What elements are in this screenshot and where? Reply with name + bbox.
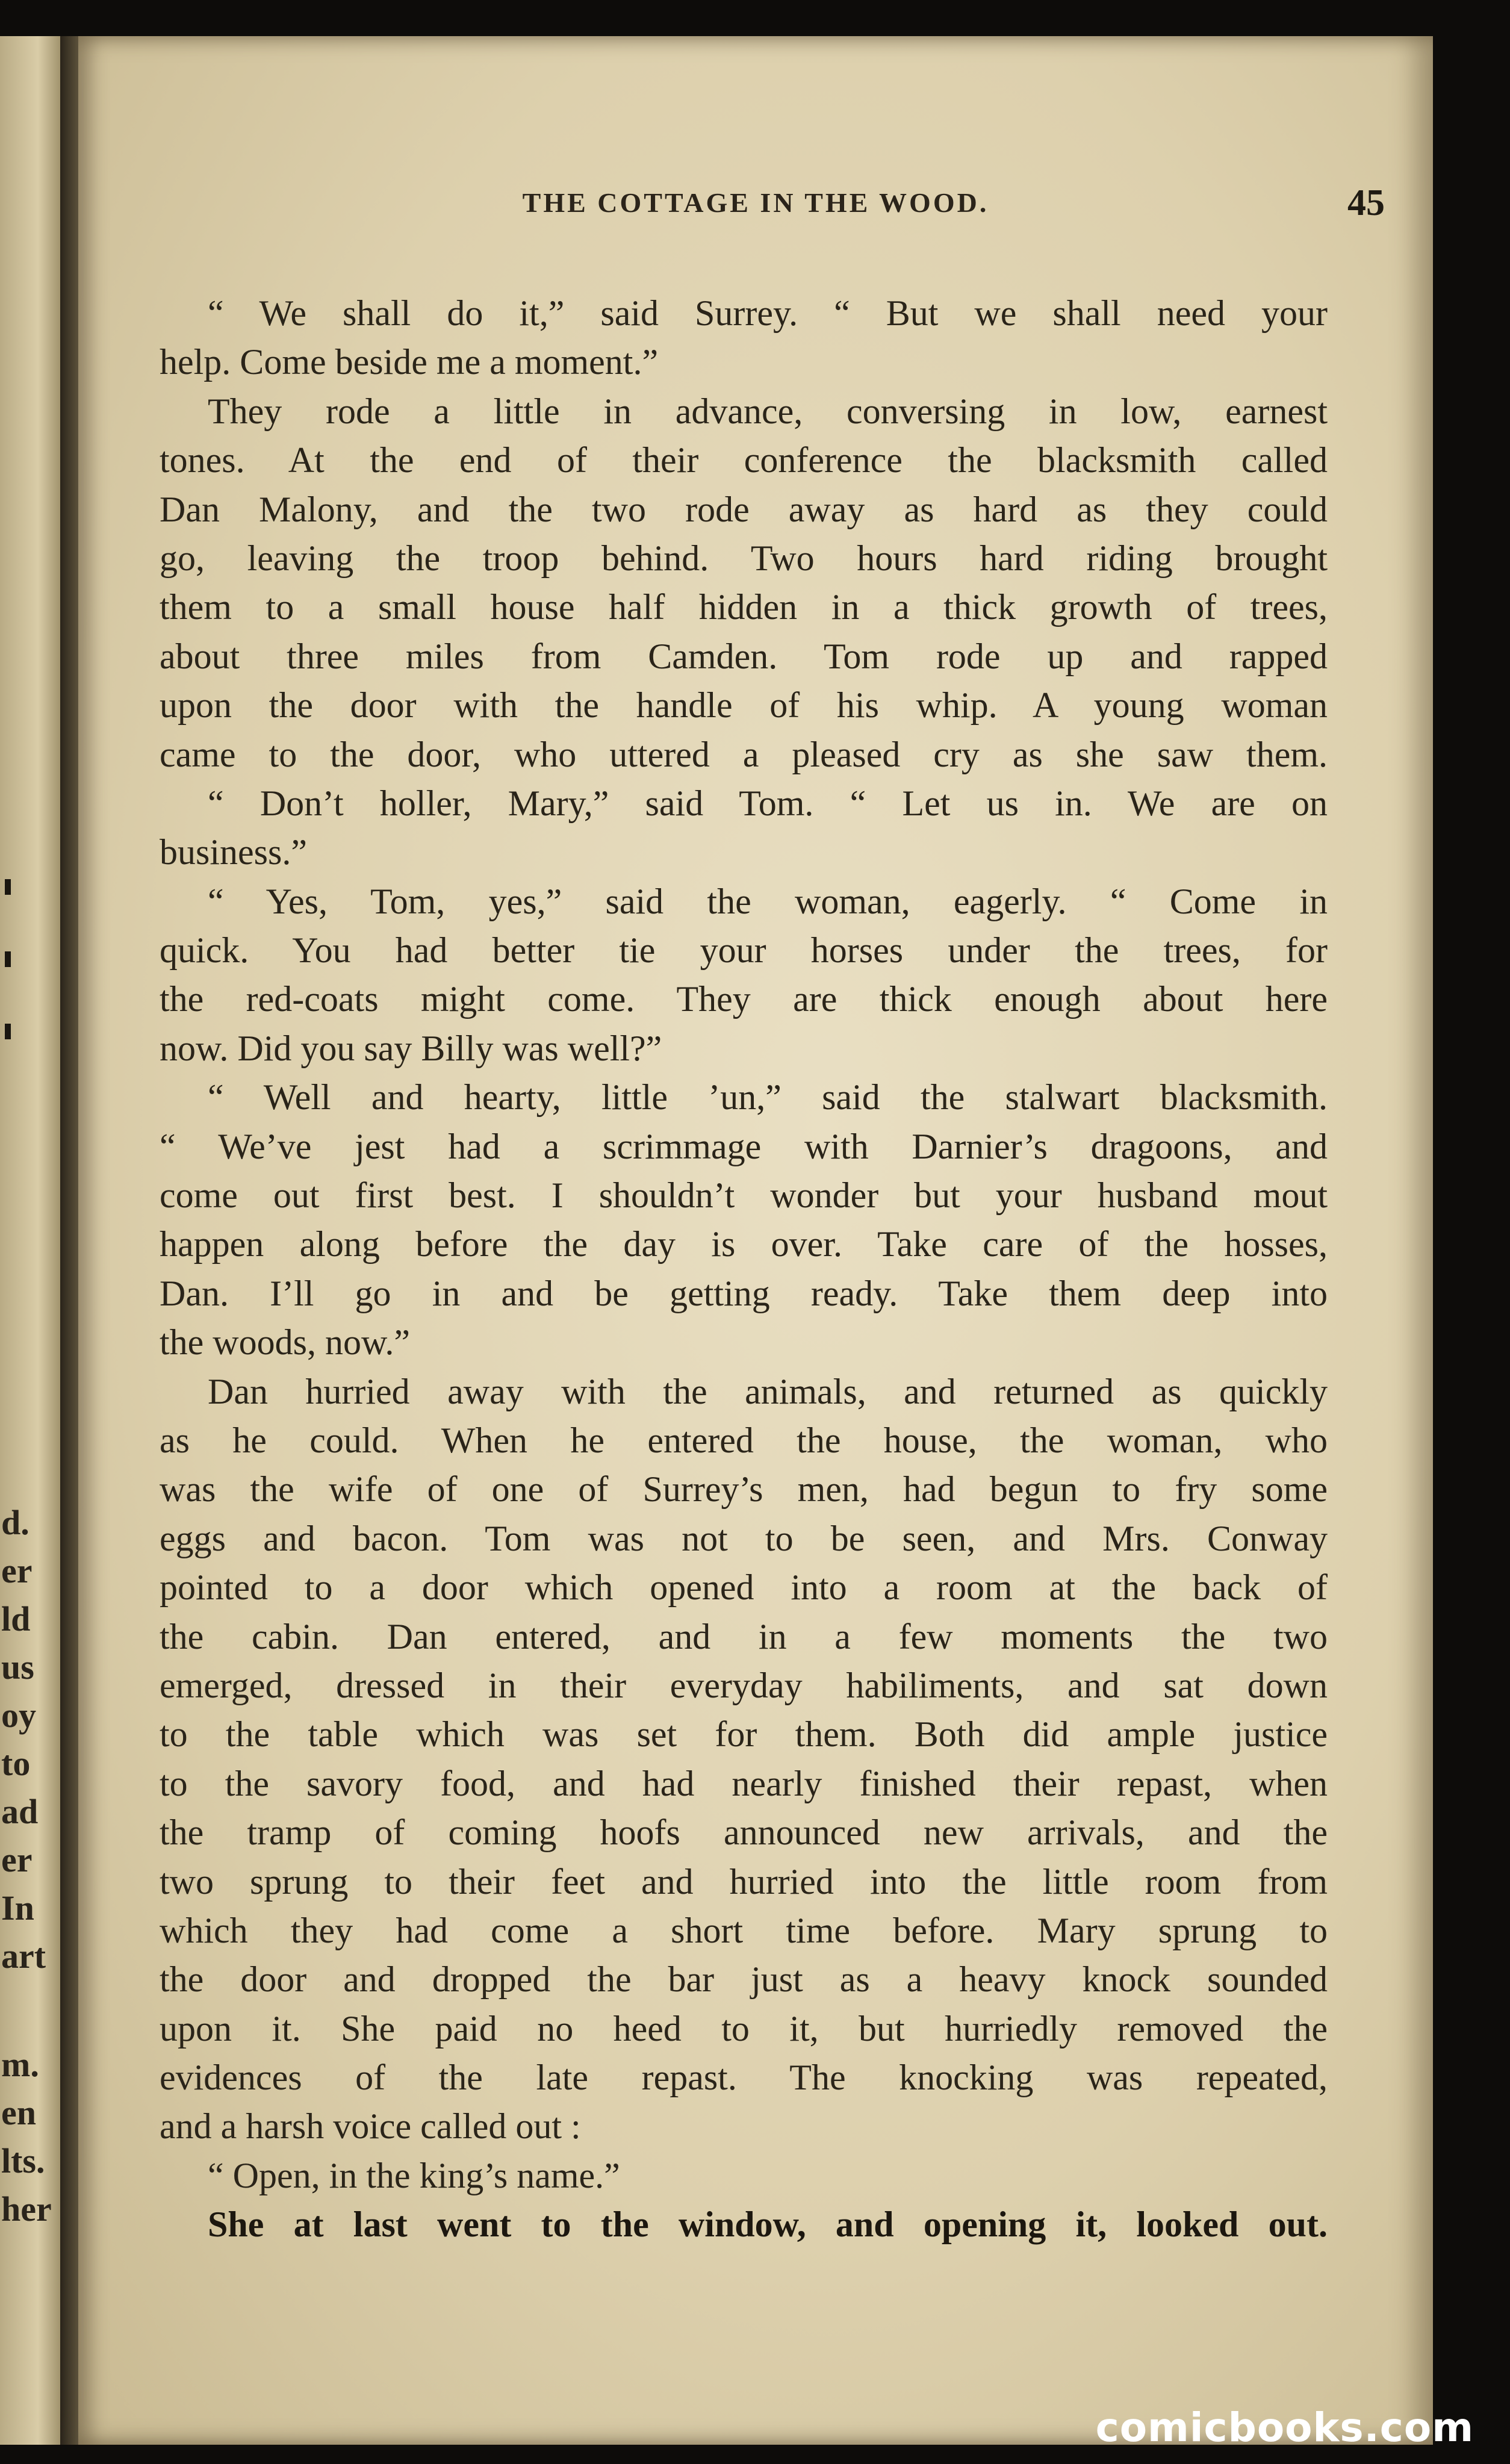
text-line: tones. At the end of their conference the blacksmith called [160, 440, 1328, 481]
text-line: “ Don’t holler, Mary,” said Tom. “ Let us in. We are on [208, 783, 1328, 823]
previous-page-fragment: to [1, 1744, 31, 1783]
text-line: emerged, dressed in their everyday habiliments, and sat down [160, 1665, 1328, 1705]
print-mark [5, 1024, 11, 1039]
running-head: THE COTTAGE IN THE WOOD. [522, 187, 989, 218]
text-line: the tramp of coming hoofs announced new arrivals, and the [160, 1812, 1328, 1853]
text-line: two sprung to their feet and hurried into the little room from [160, 1861, 1328, 1902]
text-line: and a harsh voice called out : [160, 2106, 581, 2147]
text-line: the door and dropped the bar just as a heavy knock sounded [160, 1959, 1328, 2000]
text-line: They rode a little in advance, conversing in low, earnest [208, 391, 1328, 431]
previous-page-fragment: us [1, 1647, 34, 1687]
previous-page-fragment: er [1, 1551, 33, 1590]
text-line: which they had come a short time before. Mary sprung to [160, 1910, 1328, 1950]
text-line: “ We shall do it,” said Surrey. “ But we shall need your [208, 293, 1328, 333]
text-line: Dan hurried away with the animals, and returned as quickly [208, 1371, 1328, 1411]
text-line: “ Well and hearty, little ’un,” said the stalwart blacksmith. [208, 1077, 1328, 1118]
previous-page-edge [0, 36, 63, 2445]
text-line: to the savory food, and had nearly finished their repast, when [160, 1763, 1328, 1803]
previous-page-fragment: m. [1, 2045, 39, 2084]
text-line: eggs and bacon. Tom was not to be seen, and Mrs. Conway [160, 1518, 1328, 1558]
text-line: now. Did you say Billy was well?” [160, 1028, 662, 1068]
site-watermark: comicbooks.com [1095, 2404, 1474, 2451]
page-body-text [160, 289, 1328, 2250]
text-line: Dan Malony, and the two rode away as hard as they could [160, 489, 1328, 529]
previous-page-fragment: ld [1, 1599, 31, 1638]
text-line: Dan. I’ll go in and be getting ready. Take them deep into [160, 1273, 1328, 1313]
book-page [78, 36, 1433, 2445]
text-line: was the wife of one of Surrey’s men, had begun to fry some [160, 1469, 1328, 1510]
previous-page-fragment: lts. [1, 2141, 45, 2180]
text-line: pointed to a door which opened into a room at the back of [160, 1567, 1328, 1608]
previous-page-fragment: ad [1, 1792, 39, 1831]
text-line: quick. You had better tie your horses under the trees, for [160, 930, 1328, 971]
text-line: “ Yes, Tom, yes,” said the woman, eagerly. “ Come in [208, 881, 1328, 921]
previous-page-fragment: d. [1, 1503, 30, 1542]
previous-page-fragment: en [1, 2093, 36, 2132]
text-line: upon the door with the handle of his whip. A young woman [160, 685, 1328, 726]
previous-page-fragment: art [1, 1937, 46, 1976]
text-line: the cabin. Dan entered, and in a few moments the two [160, 1616, 1328, 1657]
previous-page-fragment: In [1, 1888, 34, 1927]
text-line: happen along before the day is over. Take care of the hosses, [160, 1224, 1328, 1265]
text-line: to the table which was set for them. Both did ample justice [160, 1714, 1328, 1755]
text-line: “ We’ve jest had a scrimmage with Darnier’s dragoons, and [160, 1126, 1328, 1166]
print-mark [5, 951, 11, 967]
text-line: She at last went to the window, and opening it, looked out. [208, 2204, 1328, 2245]
text-line: as he could. When he entered the house, the woman, who [160, 1420, 1328, 1460]
text-line: come out first best. I shouldn’t wonder but your husband mout [160, 1175, 1328, 1216]
previous-page-fragment: her [1, 2189, 52, 2229]
text-line: came to the door, who uttered a pleased cry as she saw them. [160, 734, 1328, 774]
text-line: go, leaving the troop behind. Two hours hard riding brought [160, 538, 1328, 578]
page-header [78, 182, 1433, 241]
page-number: 45 [1347, 182, 1385, 223]
text-line: “ Open, in the king’s name.” [208, 2155, 620, 2195]
text-line: the red-coats might come. They are thick enough about here [160, 979, 1328, 1019]
previous-page-fragment: er [1, 1840, 33, 1879]
text-line: evidences of the late repast. The knocking was repeated, [160, 2058, 1328, 2098]
text-line: the woods, now.” [160, 1322, 411, 1363]
text-line: business.” [160, 832, 307, 873]
previous-page-fragment: oy [1, 1696, 36, 1735]
text-line: them to a small house half hidden in a thick growth of trees, [160, 587, 1328, 627]
print-mark [5, 879, 11, 895]
text-line: help. Come beside me a moment.” [160, 342, 659, 382]
text-line: about three miles from Camden. Tom rode up and rapped [160, 636, 1328, 676]
text-line: upon it. She paid no heed to it, but hurriedly removed the [160, 2008, 1328, 2049]
